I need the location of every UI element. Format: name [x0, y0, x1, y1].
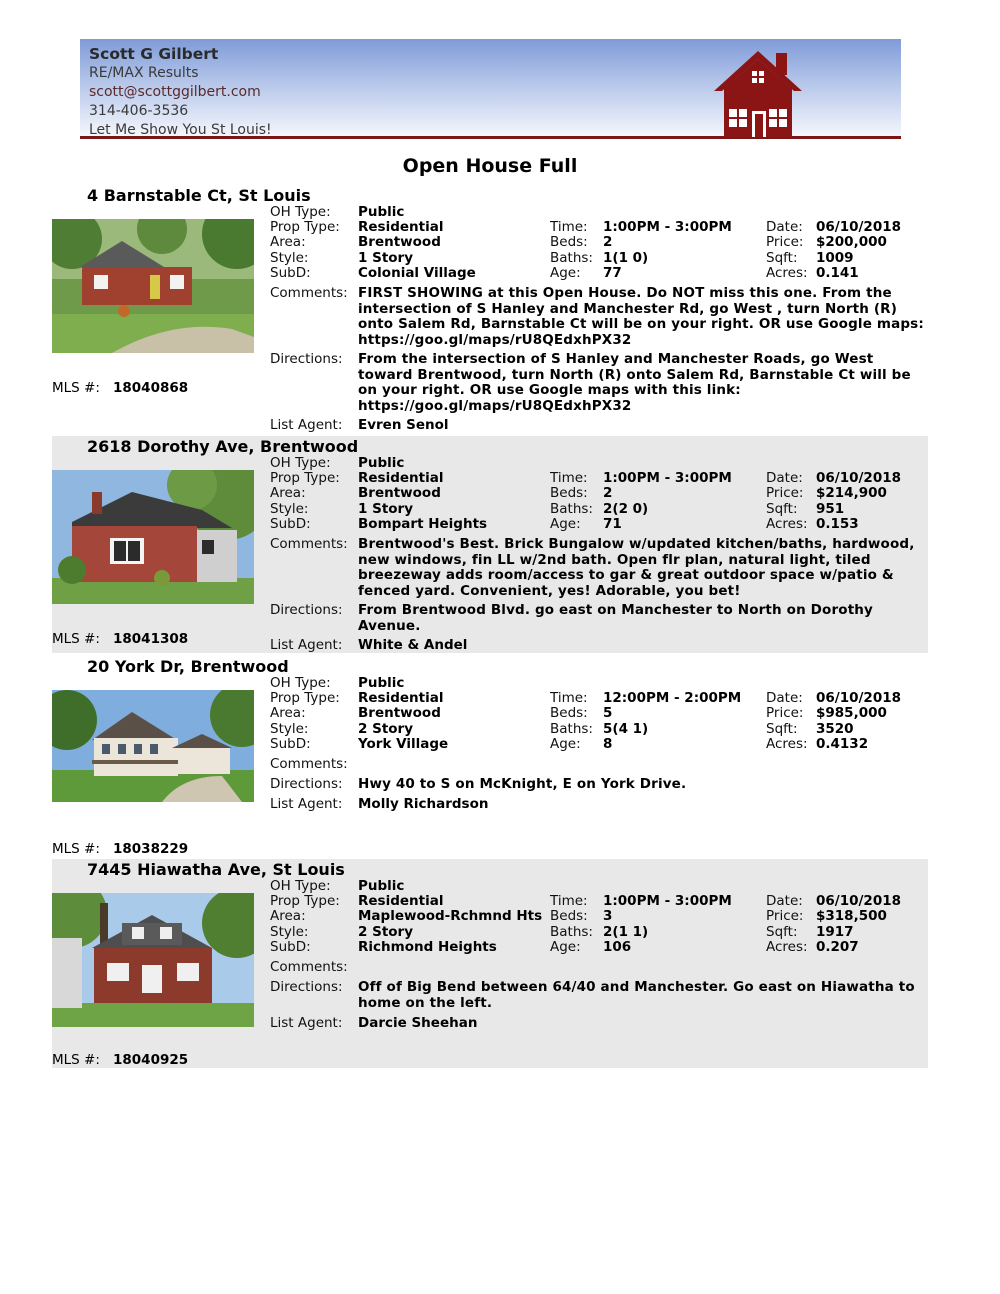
beds-label: Beds: — [550, 234, 588, 250]
directions-text: From the intersection of S Hanley and Manchester Roads, go West toward Brentwood, turn North (R) onto Salem Rd, Barnstable Ct will be on your right. OR use Google maps with this link: https://goo.gl/maps/rU8QEdxhPX32 — [358, 351, 911, 414]
area-value: Brentwood — [358, 234, 441, 250]
time-label: Time: — [550, 219, 588, 235]
prop-type-value: Residential — [358, 893, 444, 909]
sqft-value: 1009 — [816, 250, 854, 266]
listing-photo[interactable] — [52, 893, 254, 1027]
acres-value: 0.4132 — [816, 736, 869, 752]
price-value: $200,000 — [816, 234, 887, 250]
prop-type-value: Residential — [358, 690, 444, 706]
agent-tagline: Let Me Show You St Louis! — [89, 122, 272, 138]
mls-label: MLS #: — [52, 631, 100, 647]
agent-name: Scott G Gilbert — [89, 45, 219, 63]
price-label: Price: — [766, 485, 804, 501]
date-label: Date: — [766, 470, 803, 486]
date-label: Date: — [766, 893, 803, 909]
price-value: $214,900 — [816, 485, 887, 501]
date-value: 06/10/2018 — [816, 470, 902, 486]
time-label: Time: — [550, 893, 588, 909]
age-value: 106 — [603, 939, 632, 955]
subd-label: SubD: — [270, 736, 311, 752]
beds-value: 5 — [603, 705, 613, 721]
page-title: Open House Full — [402, 155, 578, 177]
beds-label: Beds: — [550, 908, 588, 924]
mls-number: 18040925 — [113, 1052, 189, 1068]
directions-label: Directions: — [270, 979, 343, 995]
agent-banner — [80, 39, 901, 139]
acres-label: Acres: — [766, 736, 808, 752]
listing-card — [52, 656, 928, 859]
mls-label: MLS #: — [52, 1052, 100, 1068]
time-value: 1:00PM - 3:00PM — [603, 470, 732, 486]
oh-type-value: Public — [358, 204, 405, 220]
time-label: Time: — [550, 470, 588, 486]
list-agent-value: Molly Richardson — [358, 796, 489, 812]
list-agent-value: Darcie Sheehan — [358, 1015, 478, 1031]
acres-label: Acres: — [766, 265, 808, 281]
oh-type-label: OH Type: — [270, 675, 331, 691]
comments-label: Comments: — [270, 959, 348, 975]
sqft-label: Sqft: — [766, 924, 798, 940]
date-value: 06/10/2018 — [816, 893, 902, 909]
listing-address[interactable]: 4 Barnstable Ct, St Louis — [87, 186, 311, 205]
directions-text: From Brentwood Blvd. go east on Manchester to North on Dorothy Avenue. — [358, 602, 874, 634]
subd-label: SubD: — [270, 265, 311, 281]
subd-value: York Village — [358, 736, 449, 752]
subd-value: Bompart Heights — [358, 516, 488, 532]
price-value: $318,500 — [816, 908, 887, 924]
acres-value: 0.141 — [816, 265, 859, 281]
baths-label: Baths: — [550, 924, 593, 940]
age-value: 71 — [603, 516, 622, 532]
directions-label: Directions: — [270, 602, 343, 618]
listing-address[interactable]: 20 York Dr, Brentwood — [87, 657, 289, 676]
directions-label: Directions: — [270, 776, 343, 792]
comments-label: Comments: — [270, 536, 348, 552]
sqft-value: 951 — [816, 501, 845, 517]
oh-type-label: OH Type: — [270, 455, 331, 471]
list-agent-label: List Agent: — [270, 417, 343, 433]
date-value: 06/10/2018 — [816, 219, 902, 235]
list-agent-value: Evren Senol — [358, 417, 449, 433]
directions-text: Off of Big Bend between 64/40 and Manchester. Go east on Hiawatha to home on the left. — [358, 979, 915, 1011]
listing-card — [52, 436, 928, 653]
area-label: Area: — [270, 705, 306, 721]
date-label: Date: — [766, 219, 803, 235]
prop-type-label: Prop Type: — [270, 470, 340, 486]
comments-label: Comments: — [270, 756, 348, 772]
time-value: 12:00PM - 2:00PM — [603, 690, 742, 706]
beds-label: Beds: — [550, 705, 588, 721]
acres-label: Acres: — [766, 939, 808, 955]
age-label: Age: — [550, 736, 581, 752]
prop-type-label: Prop Type: — [270, 690, 340, 706]
beds-value: 3 — [603, 908, 613, 924]
sqft-label: Sqft: — [766, 250, 798, 266]
sqft-value: 1917 — [816, 924, 854, 940]
subd-value: Richmond Heights — [358, 939, 497, 955]
age-value: 8 — [603, 736, 613, 752]
mls-label: MLS #: — [52, 841, 100, 857]
directions-text: Hwy 40 to S on McKnight, E on York Drive. — [358, 776, 687, 792]
age-value: 77 — [603, 265, 622, 281]
style-label: Style: — [270, 924, 309, 940]
age-label: Age: — [550, 516, 581, 532]
oh-type-value: Public — [358, 878, 405, 894]
age-label: Age: — [550, 939, 581, 955]
oh-type-label: OH Type: — [270, 204, 331, 220]
area-label: Area: — [270, 908, 306, 924]
mls-label: MLS #: — [52, 380, 100, 396]
baths-label: Baths: — [550, 250, 593, 266]
agent-brokerage: RE/MAX Results — [89, 65, 199, 81]
directions-label: Directions: — [270, 351, 343, 367]
area-value: Brentwood — [358, 485, 441, 501]
beds-value: 2 — [603, 234, 613, 250]
area-label: Area: — [270, 485, 306, 501]
baths-value: 5(4 1) — [603, 721, 649, 737]
sqft-label: Sqft: — [766, 721, 798, 737]
price-label: Price: — [766, 705, 804, 721]
mls-number: 18038229 — [113, 841, 189, 857]
area-value: Brentwood — [358, 705, 441, 721]
style-label: Style: — [270, 250, 309, 266]
style-value: 2 Story — [358, 721, 414, 737]
area-label: Area: — [270, 234, 306, 250]
beds-value: 2 — [603, 485, 613, 501]
comments-label: Comments: — [270, 285, 348, 301]
baths-value: 1(1 0) — [603, 250, 649, 266]
age-label: Age: — [550, 265, 581, 281]
style-label: Style: — [270, 721, 309, 737]
list-agent-label: List Agent: — [270, 796, 343, 812]
prop-type-label: Prop Type: — [270, 219, 340, 235]
style-label: Style: — [270, 501, 309, 517]
time-value: 1:00PM - 3:00PM — [603, 893, 732, 909]
house-logo-icon — [712, 49, 804, 139]
prop-type-value: Residential — [358, 470, 444, 486]
beds-label: Beds: — [550, 485, 588, 501]
mls-number: 18041308 — [113, 631, 189, 647]
date-label: Date: — [766, 690, 803, 706]
list-agent-value: White & Andel — [358, 637, 468, 653]
acres-value: 0.207 — [816, 939, 859, 955]
price-label: Price: — [766, 908, 804, 924]
area-value: Maplewood-Rchmnd Hts — [358, 908, 543, 924]
comments-text: FIRST SHOWING at this Open House. Do NOT miss this one. From the intersection of S Hanley and Manchester Rd, go West , turn North (R) onto Salem Rd, Barnstable Ct will be on your right. OR use Google maps: https://goo.gl/maps/rU8QEdxhPX32 — [358, 285, 924, 348]
acres-value: 0.153 — [816, 516, 859, 532]
listing-photo[interactable] — [52, 690, 254, 802]
baths-label: Baths: — [550, 721, 593, 737]
style-value: 1 Story — [358, 501, 414, 517]
price-value: $985,000 — [816, 705, 887, 721]
comments-text: Brentwood's Best. Brick Bungalow w/updated kitchen/baths, hardwood, new windows, fin LL w/2nd bath. Open flr plan, natural light, tiled breezeway adds room/access to gar & great outdoor space w/patio & fenced yard. Convenient, yes! Adorable, you bet! — [358, 536, 915, 599]
listing-photo[interactable] — [52, 470, 254, 604]
listing-card — [52, 186, 928, 436]
sqft-label: Sqft: — [766, 501, 798, 517]
subd-label: SubD: — [270, 516, 311, 532]
price-label: Price: — [766, 234, 804, 250]
mls-number: 18040868 — [113, 380, 189, 396]
prop-type-value: Residential — [358, 219, 444, 235]
acres-label: Acres: — [766, 516, 808, 532]
time-label: Time: — [550, 690, 588, 706]
date-value: 06/10/2018 — [816, 690, 902, 706]
baths-value: 2(1 1) — [603, 924, 649, 940]
style-value: 1 Story — [358, 250, 414, 266]
listing-address[interactable]: 2618 Dorothy Ave, Brentwood — [87, 437, 359, 456]
subd-value: Colonial Village — [358, 265, 476, 281]
listing-photo[interactable] — [52, 219, 254, 353]
oh-type-label: OH Type: — [270, 878, 331, 894]
style-value: 2 Story — [358, 924, 414, 940]
time-value: 1:00PM - 3:00PM — [603, 219, 732, 235]
prop-type-label: Prop Type: — [270, 893, 340, 909]
subd-label: SubD: — [270, 939, 311, 955]
listing-address[interactable]: 7445 Hiawatha Ave, St Louis — [87, 860, 345, 879]
list-agent-label: List Agent: — [270, 1015, 343, 1031]
agent-email[interactable]: scott@scottggilbert.com — [89, 84, 261, 100]
oh-type-value: Public — [358, 455, 405, 471]
listing-card — [52, 859, 928, 1068]
baths-value: 2(2 0) — [603, 501, 649, 517]
sqft-value: 3520 — [816, 721, 854, 737]
agent-phone: 314-406-3536 — [89, 103, 189, 119]
list-agent-label: List Agent: — [270, 637, 343, 653]
baths-label: Baths: — [550, 501, 593, 517]
oh-type-value: Public — [358, 675, 405, 691]
agent-contact-block — [89, 45, 272, 140]
